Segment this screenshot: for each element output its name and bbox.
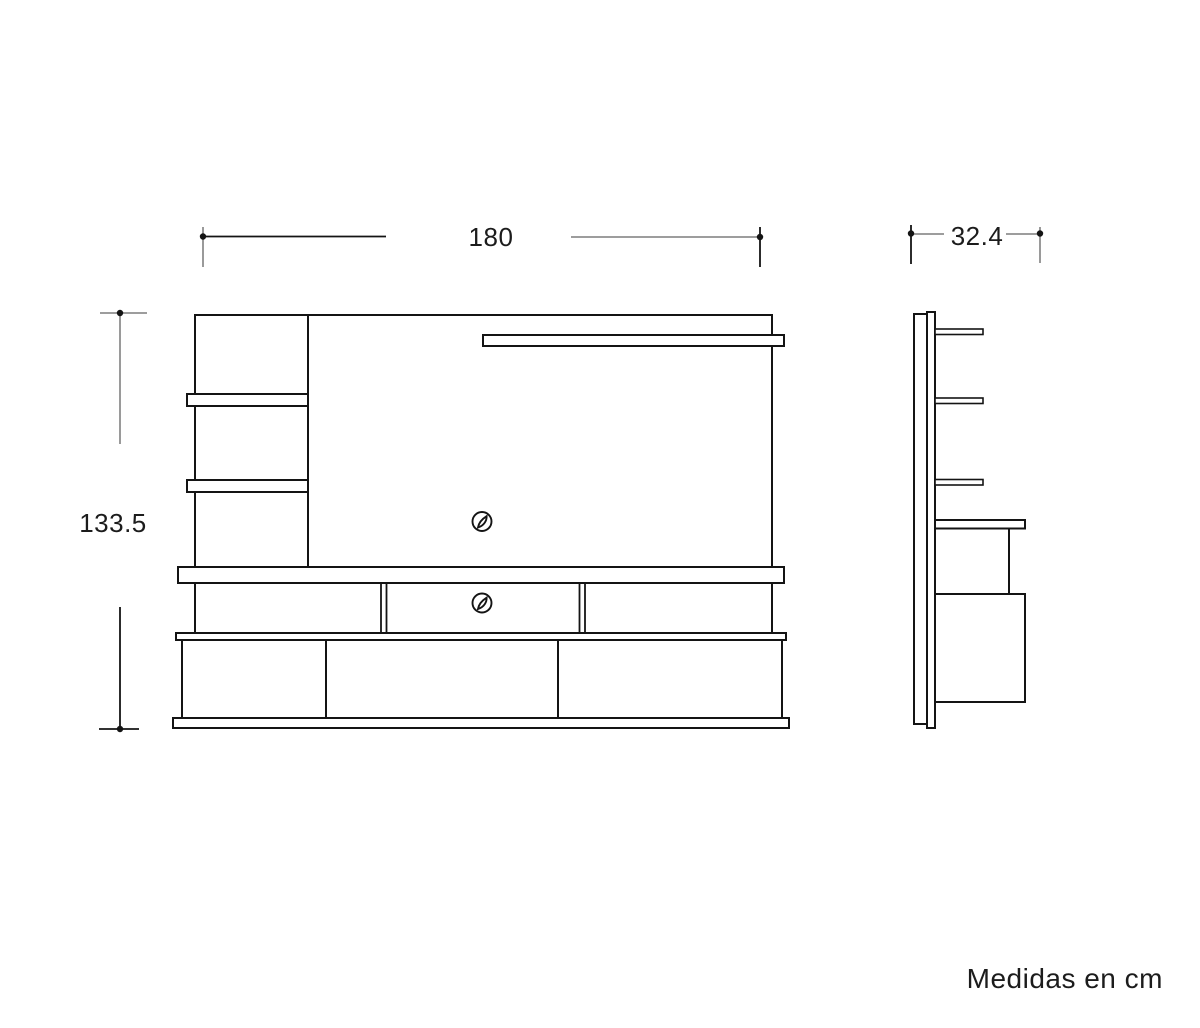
dimension-annotations <box>79 221 1043 732</box>
depth-dimension-label: 32.4 <box>950 221 1004 251</box>
side-back-panel <box>914 314 927 724</box>
side-shelf-1 <box>935 329 983 335</box>
grommet-leaf <box>478 516 487 527</box>
front-mid-dividers <box>381 583 585 633</box>
depth-dim-dot-right <box>1037 230 1043 236</box>
cable-grommet-icon <box>473 512 492 531</box>
units-note: Medidas en cm <box>966 963 1163 994</box>
side-cabinet-profile <box>935 529 1025 703</box>
side-shelf-3 <box>935 480 983 486</box>
side-shelves <box>935 329 983 485</box>
front-plinth <box>173 718 789 728</box>
grommet-leaf <box>478 598 487 609</box>
side-panel-front-strip <box>927 312 935 728</box>
front-floating-shelf <box>483 335 784 346</box>
front-tower-shelf-bottom <box>187 480 308 492</box>
grommet-circle <box>473 512 492 531</box>
height-dim-dot-top <box>117 310 123 316</box>
side-view <box>914 312 1025 728</box>
front-cabinet-top-shelf <box>176 633 786 640</box>
width-dimension-label: 180 <box>468 222 514 252</box>
depth-dimension <box>908 221 1043 264</box>
front-tv-shelf <box>178 567 784 583</box>
front-tower-shelf-top <box>187 394 308 406</box>
width-dim-dot-right <box>757 234 763 240</box>
side-shelf-2 <box>935 398 983 404</box>
side-tv-shelf <box>935 520 1025 529</box>
cable-grommet-icon <box>473 594 492 613</box>
front-back-panel <box>195 315 772 634</box>
height-dim-dot-bottom <box>117 726 123 732</box>
height-dimension <box>79 310 147 732</box>
width-dimension <box>200 222 763 267</box>
height-dimension-label: 133.5 <box>79 508 147 538</box>
width-dim-dot-left <box>200 233 206 239</box>
grommet-circle <box>473 594 492 613</box>
depth-dim-dot-left <box>908 230 914 236</box>
front-base-cabinet <box>182 640 782 718</box>
front-view <box>173 315 789 728</box>
